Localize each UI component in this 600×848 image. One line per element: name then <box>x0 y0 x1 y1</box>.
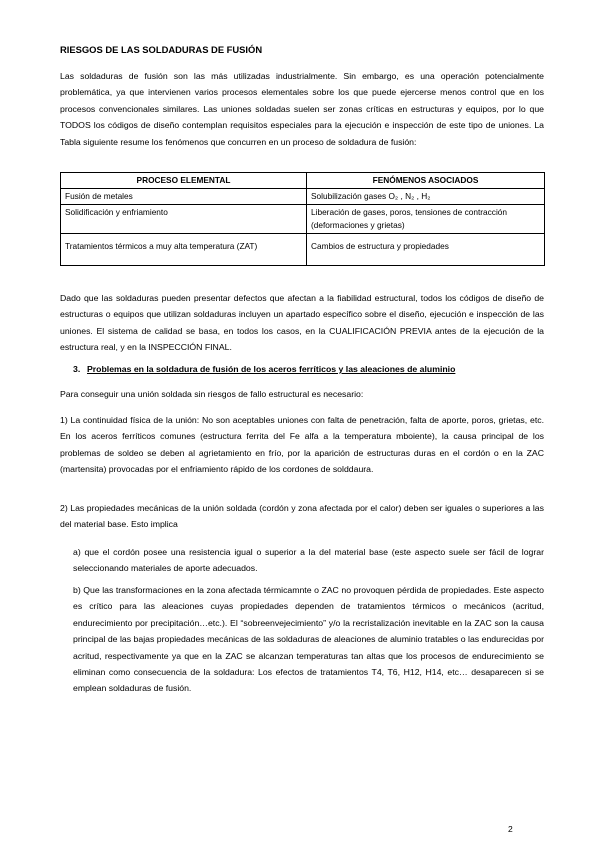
intro-paragraph: Las soldaduras de fusión son las más utilizadas industrialmente. Sin embargo, es una operación potencialmente problemática, ya que intervienen varios procesos elementales sobre los que puede ejercerse menos control que en los procesos convencionales similares. Las uniones soldadas suelen ser zonas críticas en estructuras y equipos, por lo que TODOS los códigos de diseño contemplan requisitos especiales para la ejecución e inspección de este tipo de uniones. La Tabla siguiente resume los fenómenos que concurren en un proceso de soldadura de fusión: <box>60 71 544 147</box>
requirement-2b-paragraph: b) Que las transformaciones en la zona afectada térmicamnte o ZAC no provoquen pérdida de propiedades. Este aspecto es crítico para las aleaciones cuyas propiedades dependen de tratamientos térmicos o mecánicos (acritud, endurecimiento por precipitación…etc.). El “sobreenvejecimiento” y/o la recristalización inevitable en la ZAC son la causa principal de las bajas propiedades mecánicas de las soldaduras de aleaciones de aluminio tratables o las endurecidas por acritud, respectivamente ya que en la ZAC se alcanzan temperaturas tan altas que los procesos de endurecimiento se eliminan como consecuencia de la soldadura: Los efectos de tratamientos T4, T6, H12, H14, etc… desaparecen si se emplean soldaduras de fusión. <box>73 585 544 694</box>
table-header-process: PROCESO ELEMENTAL <box>61 173 307 189</box>
phenomena-table <box>60 172 545 266</box>
table-header-row <box>61 173 545 189</box>
table-cell: Cambios de estructura y propiedades <box>307 234 545 266</box>
table-row <box>61 234 545 266</box>
section-3-number: 3. <box>73 364 81 374</box>
table-cell: Tratamientos térmicos a muy alta temperatura (ZAT) <box>61 234 307 266</box>
section-3-heading <box>73 364 455 374</box>
table-cell: Solubilización gases O₂ , N₂ , H₂ <box>307 189 545 205</box>
table-cell: Fusión de metales <box>61 189 307 205</box>
requirement-2a-paragraph: a) que el cordón posee una resistencia igual o superior a la del material base (este aspecto suele ser fácil de lograr seleccionando materiales de aporte adecuados. <box>73 547 544 574</box>
requirement-1-paragraph: 1) La continuidad física de la unión: No son aceptables uniones con falta de penetración, falta de aporte, poros, grietas, etc. En los aceros ferríticos comunes (estructura ferrita del Fe alfa a la temperatura mboiente), la causa principal de los problemas de soldeo se deben al agrietamiento en frío, por la aparición de estructuras duras en el cordón o en la ZAC (martensita) provocadas por el enfriamiento rápido de los cordones de solddaura. <box>60 415 544 475</box>
requirements-intro: Para conseguir una unión soldada sin riesgos de fallo estructural es necesario: <box>60 389 364 399</box>
table-cell: Liberación de gases, poros, tensiones de contracción (deformaciones y grietas) <box>307 205 545 234</box>
page-number: 2 <box>508 824 513 834</box>
table-row <box>61 205 545 234</box>
section-3-heading-text: Problemas en la soldadura de fusión de los aceros ferríticos y las aleaciones de aluminio <box>87 364 456 374</box>
section-title: RIESGOS DE LAS SOLDADURAS DE FUSIÓN <box>60 44 263 55</box>
table-row <box>61 189 545 205</box>
table-cell: Solidificación y enfriamiento <box>61 205 307 234</box>
requirement-2-paragraph: 2) Las propiedades mecánicas de la unión soldada (cordón y zona afectada por el calor) deben ser iguales o superiores a las del material base. Esto implica <box>60 503 544 530</box>
defects-paragraph: Dado que las soldaduras pueden presentar defectos que afectan a la fiabilidad estructural, todos los códigos de diseño de estructuras o equipos que utilizan soldaduras incluyen un apartado específico sobre el diseño, ejecución e inspección de las uniones. El sistema de calidad se basa, en todos los casos, en la CUALIFICACIÓN PREVIA antes de la ejecución de la estructura real, y en la INSPECCIÓN FINAL. <box>60 293 544 353</box>
table-header-phenomena: FENÓMENOS ASOCIADOS <box>307 173 545 189</box>
